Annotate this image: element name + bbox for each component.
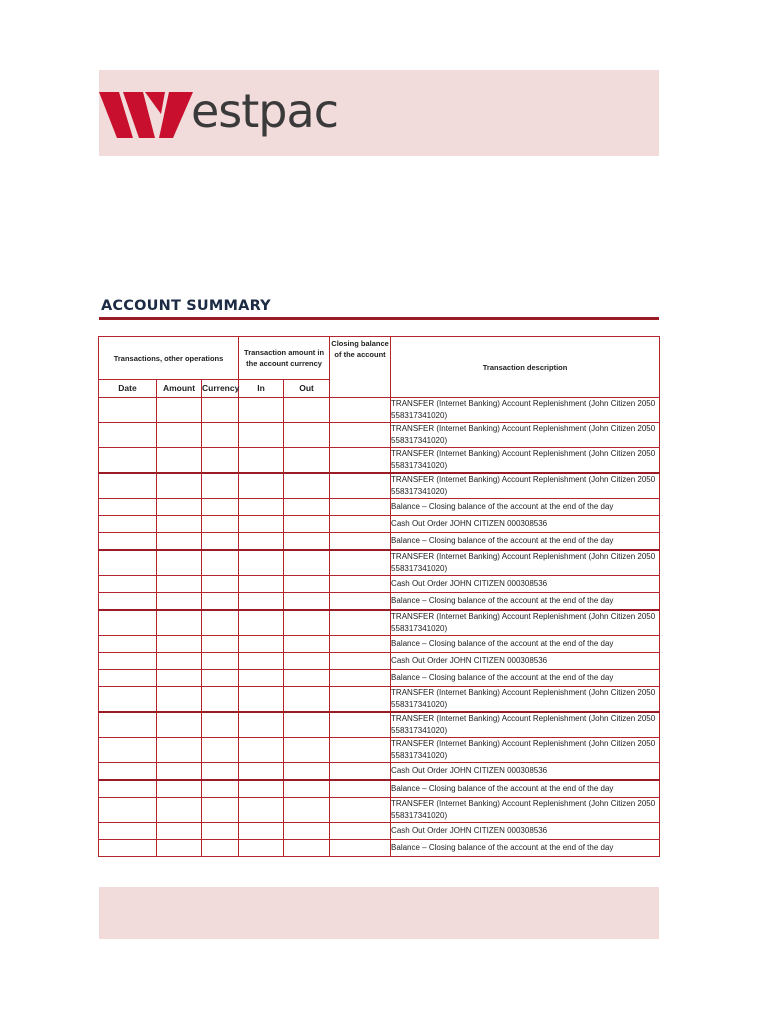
date-cell: [99, 687, 157, 713]
currency-cell: [202, 576, 239, 593]
column-in: In: [239, 380, 284, 398]
currency-cell: [202, 653, 239, 670]
in-cell: [239, 533, 284, 551]
table-row: [99, 653, 660, 670]
transaction-description: TRANSFER (Internet Banking) Account Replenishment (John Citizen 2050558317341020): [391, 712, 660, 738]
transaction-description: Balance – Closing balance of the account at the end of the day: [391, 636, 660, 653]
table-row: [99, 398, 660, 423]
table-row: [99, 763, 660, 781]
in-cell: [239, 823, 284, 840]
column-date: Date: [99, 380, 157, 398]
table-row: [99, 593, 660, 611]
date-cell: [99, 550, 157, 576]
currency-cell: [202, 636, 239, 653]
amount-cell: [157, 712, 202, 738]
brand-name: estpac: [191, 84, 338, 138]
out-cell: [284, 712, 330, 738]
header-transactions: Transactions, other operations: [99, 337, 239, 380]
amount-cell: [157, 499, 202, 516]
date-cell: [99, 423, 157, 448]
amount-cell: [157, 593, 202, 611]
date-cell: [99, 636, 157, 653]
date-cell: [99, 653, 157, 670]
out-cell: [284, 473, 330, 499]
closing-balance-cell: [330, 576, 391, 593]
in-cell: [239, 473, 284, 499]
table-row: [99, 516, 660, 533]
closing-balance-cell: [330, 550, 391, 576]
table-row: [99, 738, 660, 763]
transaction-description: TRANSFER (Internet Banking) Account Replenishment (John Citizen 2050558317341020): [391, 473, 660, 499]
currency-cell: [202, 763, 239, 781]
out-cell: [284, 687, 330, 713]
table-row: [99, 687, 660, 713]
amount-cell: [157, 636, 202, 653]
amount-cell: [157, 780, 202, 798]
out-cell: [284, 423, 330, 448]
out-cell: [284, 653, 330, 670]
transaction-description: Cash Out Order JOHN CITIZEN 000308536: [391, 576, 660, 593]
date-cell: [99, 738, 157, 763]
out-cell: [284, 636, 330, 653]
section-title: ACCOUNT SUMMARY: [101, 298, 271, 314]
transaction-description: TRANSFER (Internet Banking) Account Replenishment (John Citizen 2050558317341020): [391, 398, 660, 423]
amount-cell: [157, 448, 202, 474]
title-divider: [99, 317, 659, 320]
table-row: [99, 473, 660, 499]
currency-cell: [202, 448, 239, 474]
amount-cell: [157, 670, 202, 687]
table-row: [99, 712, 660, 738]
amount-cell: [157, 610, 202, 636]
out-cell: [284, 780, 330, 798]
closing-balance-cell: [330, 823, 391, 840]
currency-cell: [202, 610, 239, 636]
closing-balance-cell: [330, 593, 391, 611]
table-row: [99, 636, 660, 653]
table-row: [99, 499, 660, 516]
closing-balance-cell: [330, 653, 391, 670]
date-cell: [99, 798, 157, 823]
column-currency: Currency: [202, 380, 239, 398]
table-row: [99, 823, 660, 840]
transaction-description: Balance – Closing balance of the account at the end of the day: [391, 670, 660, 687]
transaction-description: Cash Out Order JOHN CITIZEN 000308536: [391, 653, 660, 670]
out-cell: [284, 738, 330, 763]
amount-cell: [157, 798, 202, 823]
westpac-logo: [99, 84, 369, 142]
date-cell: [99, 533, 157, 551]
header-description: Transaction description: [391, 337, 660, 398]
transaction-description: TRANSFER (Internet Banking) Account Replenishment (John Citizen 2050558317341020): [391, 687, 660, 713]
currency-cell: [202, 738, 239, 763]
in-cell: [239, 738, 284, 763]
table-row: [99, 798, 660, 823]
currency-cell: [202, 823, 239, 840]
amount-cell: [157, 687, 202, 713]
in-cell: [239, 593, 284, 611]
in-cell: [239, 780, 284, 798]
date-cell: [99, 398, 157, 423]
table-row: [99, 670, 660, 687]
currency-cell: [202, 550, 239, 576]
table-row: [99, 533, 660, 551]
date-cell: [99, 780, 157, 798]
table-row: [99, 780, 660, 798]
closing-balance-cell: [330, 780, 391, 798]
table-body: [99, 398, 660, 857]
in-cell: [239, 398, 284, 423]
table-row: [99, 550, 660, 576]
in-cell: [239, 516, 284, 533]
amount-cell: [157, 473, 202, 499]
out-cell: [284, 516, 330, 533]
transaction-description: TRANSFER (Internet Banking) Account Replenishment (John Citizen 2050558317341020): [391, 798, 660, 823]
out-cell: [284, 550, 330, 576]
column-out: Out: [284, 380, 330, 398]
out-cell: [284, 398, 330, 423]
table-row: [99, 840, 660, 857]
amount-cell: [157, 533, 202, 551]
out-cell: [284, 448, 330, 474]
out-cell: [284, 823, 330, 840]
closing-balance-cell: [330, 398, 391, 423]
amount-cell: [157, 423, 202, 448]
out-cell: [284, 670, 330, 687]
transaction-description: Balance – Closing balance of the account at the end of the day: [391, 499, 660, 516]
currency-cell: [202, 840, 239, 857]
table-row: [99, 448, 660, 474]
out-cell: [284, 533, 330, 551]
closing-balance-cell: [330, 712, 391, 738]
in-cell: [239, 798, 284, 823]
currency-cell: [202, 423, 239, 448]
date-cell: [99, 763, 157, 781]
out-cell: [284, 593, 330, 611]
currency-cell: [202, 798, 239, 823]
amount-cell: [157, 763, 202, 781]
amount-cell: [157, 653, 202, 670]
in-cell: [239, 840, 284, 857]
closing-balance-cell: [330, 840, 391, 857]
currency-cell: [202, 499, 239, 516]
closing-balance-cell: [330, 423, 391, 448]
in-cell: [239, 670, 284, 687]
transaction-description: Cash Out Order JOHN CITIZEN 000308536: [391, 823, 660, 840]
transaction-description: Cash Out Order JOHN CITIZEN 000308536: [391, 763, 660, 781]
westpac-w-icon: [99, 90, 195, 140]
out-cell: [284, 798, 330, 823]
out-cell: [284, 499, 330, 516]
currency-cell: [202, 473, 239, 499]
closing-balance-cell: [330, 473, 391, 499]
transaction-description: TRANSFER (Internet Banking) Account Replenishment (John Citizen 2050558317341020): [391, 448, 660, 474]
currency-cell: [202, 712, 239, 738]
date-cell: [99, 499, 157, 516]
date-cell: [99, 823, 157, 840]
transaction-description: Cash Out Order JOHN CITIZEN 000308536: [391, 516, 660, 533]
transaction-description: Balance – Closing balance of the account at the end of the day: [391, 533, 660, 551]
header-closing-balance: Closing balance of the account: [330, 337, 391, 398]
date-cell: [99, 712, 157, 738]
currency-cell: [202, 398, 239, 423]
in-cell: [239, 610, 284, 636]
closing-balance-cell: [330, 636, 391, 653]
closing-balance-cell: [330, 610, 391, 636]
in-cell: [239, 550, 284, 576]
date-cell: [99, 516, 157, 533]
column-amount: Amount: [157, 380, 202, 398]
transaction-description: TRANSFER (Internet Banking) Account Replenishment (John Citizen 2050558317341020): [391, 610, 660, 636]
currency-cell: [202, 780, 239, 798]
account-summary-table: [98, 336, 660, 857]
table-row: [99, 610, 660, 636]
transaction-description: TRANSFER (Internet Banking) Account Replenishment (John Citizen 2050558317341020): [391, 738, 660, 763]
transaction-description: Balance – Closing balance of the account at the end of the day: [391, 593, 660, 611]
date-cell: [99, 473, 157, 499]
footer-band: [99, 887, 659, 939]
transaction-description: TRANSFER (Internet Banking) Account Replenishment (John Citizen 2050558317341020): [391, 550, 660, 576]
closing-balance-cell: [330, 798, 391, 823]
currency-cell: [202, 687, 239, 713]
header-amount-in-currency: Transaction amount in the account currency: [239, 337, 330, 380]
table-row: [99, 576, 660, 593]
in-cell: [239, 636, 284, 653]
in-cell: [239, 653, 284, 670]
out-cell: [284, 763, 330, 781]
header-band: [99, 70, 659, 156]
table-row: [99, 423, 660, 448]
out-cell: [284, 840, 330, 857]
date-cell: [99, 448, 157, 474]
transaction-description: Balance – Closing balance of the account at the end of the day: [391, 780, 660, 798]
out-cell: [284, 610, 330, 636]
transaction-description: Balance – Closing balance of the account at the end of the day: [391, 840, 660, 857]
in-cell: [239, 499, 284, 516]
closing-balance-cell: [330, 670, 391, 687]
date-cell: [99, 576, 157, 593]
closing-balance-cell: [330, 516, 391, 533]
amount-cell: [157, 550, 202, 576]
currency-cell: [202, 593, 239, 611]
transaction-description: TRANSFER (Internet Banking) Account Replenishment (John Citizen 2050558317341020): [391, 423, 660, 448]
in-cell: [239, 576, 284, 593]
amount-cell: [157, 516, 202, 533]
currency-cell: [202, 533, 239, 551]
amount-cell: [157, 823, 202, 840]
date-cell: [99, 610, 157, 636]
currency-cell: [202, 670, 239, 687]
in-cell: [239, 712, 284, 738]
in-cell: [239, 687, 284, 713]
closing-balance-cell: [330, 738, 391, 763]
currency-cell: [202, 516, 239, 533]
amount-cell: [157, 398, 202, 423]
out-cell: [284, 576, 330, 593]
amount-cell: [157, 576, 202, 593]
in-cell: [239, 763, 284, 781]
amount-cell: [157, 738, 202, 763]
in-cell: [239, 423, 284, 448]
in-cell: [239, 448, 284, 474]
date-cell: [99, 840, 157, 857]
closing-balance-cell: [330, 533, 391, 551]
closing-balance-cell: [330, 687, 391, 713]
closing-balance-cell: [330, 763, 391, 781]
closing-balance-cell: [330, 448, 391, 474]
date-cell: [99, 670, 157, 687]
date-cell: [99, 593, 157, 611]
closing-balance-cell: [330, 499, 391, 516]
amount-cell: [157, 840, 202, 857]
